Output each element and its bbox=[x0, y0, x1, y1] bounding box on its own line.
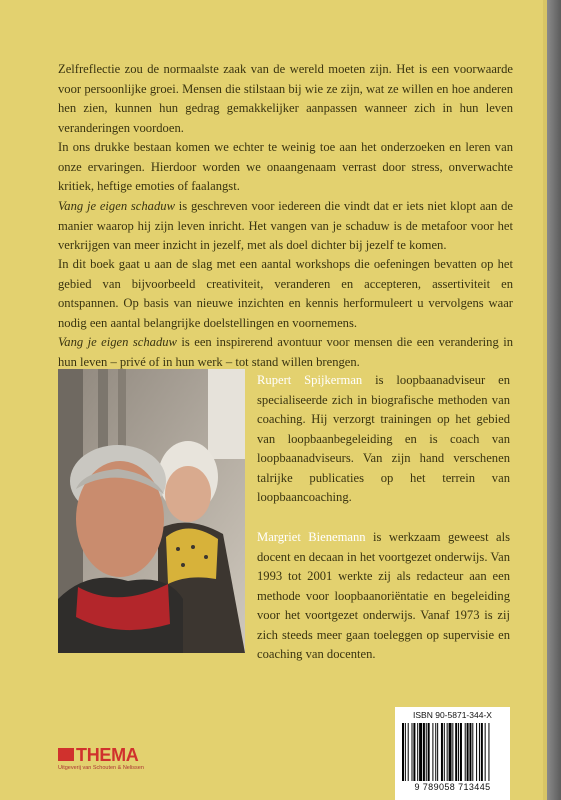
publisher-name: THEMA bbox=[76, 745, 139, 765]
book-title: Vang je eigen schaduw bbox=[58, 335, 177, 349]
author-bio-1: Rupert Spijkerman is loopbaanadviseur en specialiseerde zich in biografische methoden van coaching. Hij verzorgt trainingen op het gebied van loopbaanbegeleiding en is coach van loopbaanadviseurs. Van zijn hand verschenen talrijke publicaties op het terrein van loopbaancoaching. bbox=[257, 373, 510, 504]
barcode-bar bbox=[417, 723, 418, 781]
barcode-bar bbox=[485, 723, 486, 781]
barcode-bar bbox=[405, 723, 406, 781]
barcode-bar bbox=[460, 723, 462, 781]
author-photo-illustration bbox=[58, 369, 245, 653]
barcode-bar bbox=[412, 723, 413, 781]
barcode-bar bbox=[426, 723, 427, 781]
publisher-logo-mark bbox=[58, 748, 74, 761]
barcode-bar bbox=[458, 723, 459, 781]
barcode-bar bbox=[428, 723, 430, 781]
barcode-bar bbox=[479, 723, 480, 781]
author-photo bbox=[58, 369, 245, 653]
author-bio-2: Margriet Bienemann is werkzaam geweest als docent en decaan in het voortgezet onderwijs. Van 1993 tot 2001 werkte zij als redacteur aan een methode voor loopbaanoriëntatie en begeleiding voor het voortgezet onderwijs. Vanaf 1973 is zij zich steeds meer gaan toeleggen op supervisie en coaching van docenten. bbox=[257, 530, 510, 661]
barcode-bar bbox=[444, 723, 445, 781]
barcode-bar bbox=[402, 723, 404, 781]
barcode-bar bbox=[419, 723, 422, 781]
intro-paragraph-2: In ons drukke bestaan komen we echter te weinig toe aan het onderzoeken en leren van onze ervaringen. Hierdoor worden we onaangenaam verrast door stress, onverwachte kritiek, heftige emoties of faalangst. bbox=[58, 140, 513, 193]
barcode-bar bbox=[469, 723, 471, 781]
barcode-bar bbox=[467, 723, 469, 781]
author-name-2: Margriet Bienemann bbox=[257, 530, 366, 544]
barcode-bar bbox=[441, 723, 443, 781]
barcode-bar bbox=[472, 723, 473, 781]
isbn-label: ISBN 90-5871-344-X bbox=[413, 710, 492, 720]
barcode-bar bbox=[452, 723, 453, 781]
barcode-bar bbox=[449, 723, 452, 781]
barcode-bar bbox=[432, 723, 433, 781]
book-title: Vang je eigen schaduw bbox=[58, 199, 175, 213]
barcode-bar bbox=[481, 723, 483, 781]
barcode-bar bbox=[455, 723, 457, 781]
intro-paragraph-4: In dit boek gaat u aan de slag met een aantal workshops die oefeningen bevatten op het gebied van bijvoorbeeld creativiteit, veranderen en accepteren, assertiviteit en ontspannen. Op basis van nieuwe inzichten en kennis herformuleert u vervolgens waar nodig een aantal belangrijke doelstellingen en voornemens. bbox=[58, 257, 513, 330]
intro-paragraph-3: Vang je eigen schaduw is geschreven voor iedereen die vindt dat er iets niet klopt aan de manier waarop hij zijn leven inricht. Het vangen van je schaduw is de metafoor voor het verkrijgen van meer inzicht in jezelf, met als doel dichter bij jezelf te komen. bbox=[58, 199, 513, 252]
barcode-bar bbox=[413, 723, 415, 781]
barcode-bar bbox=[408, 723, 409, 781]
spine-edge bbox=[547, 0, 561, 800]
author-name-1: Rupert Spijkerman bbox=[257, 373, 363, 387]
intro-paragraph-1: Zelfreflectie zou de normaalste zaak van de wereld moeten zijn. Het is een voorwaarde voor persoonlijke groei. Mensen die stilstaan bij wie ze zijn, wat ze willen en hoe anderen hen zien, kunnen hun gedrag gemakkelijker aanpassen wanneer zich in hun leven veranderingen voordoen. bbox=[58, 62, 513, 135]
barcode-bar bbox=[423, 723, 425, 781]
isbn-digits: 9 789058 713445 bbox=[414, 782, 491, 792]
barcode-bar bbox=[465, 723, 466, 781]
barcode-bar bbox=[437, 723, 438, 781]
barcode-bar bbox=[435, 723, 436, 781]
intro-paragraph-5: Vang je eigen schaduw is een inspirerend avontuur voor mensen die een verandering in hun leven – privé of in hun werk – tot stand willen brengen. bbox=[58, 335, 513, 369]
barcode-bar bbox=[488, 723, 489, 781]
barcode-bar bbox=[447, 723, 448, 781]
isbn-barcode-box bbox=[395, 707, 510, 800]
barcode bbox=[402, 723, 503, 781]
barcode-bar bbox=[476, 723, 477, 781]
publisher-tagline: Uitgeverij van Schouten & Nelissen bbox=[58, 765, 144, 771]
